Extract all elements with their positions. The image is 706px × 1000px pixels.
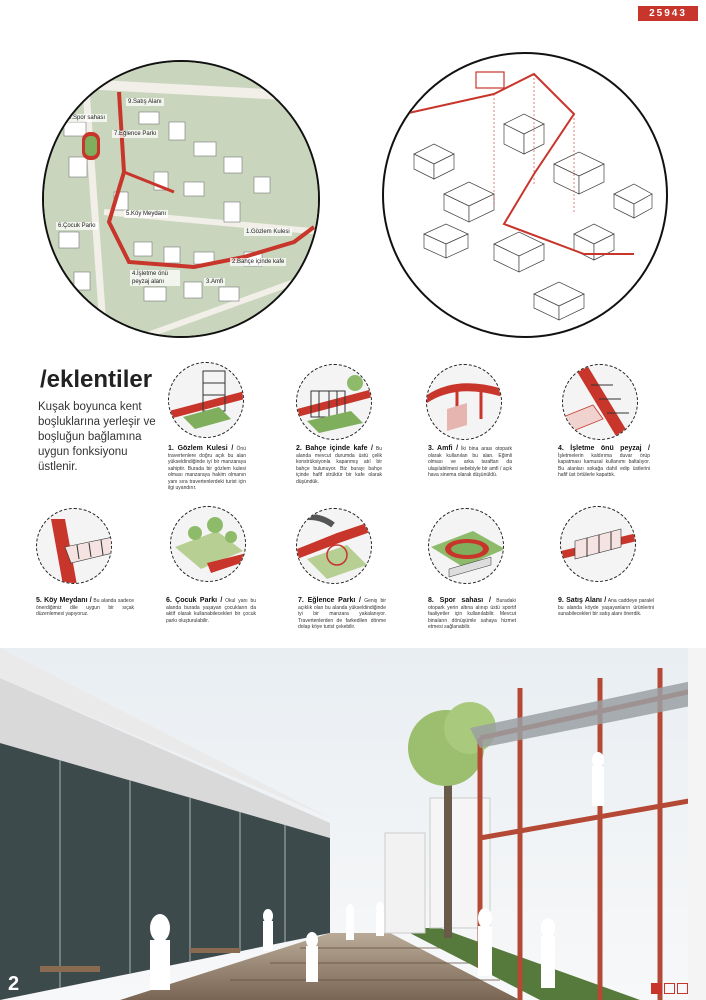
map-label-gozlem: 1.Gözlem Kulesi: [246, 229, 290, 235]
item-body: Ana caddeye paralel bu alanda köyde yaşayanların ürünlerini sunabilecekleri bir satış alanı önerdik.: [558, 598, 654, 617]
item-body: Önü travertenlere doğru açık bu alan yükseldindiğinde iyi bir manzaraya sahiptir. Burada bir gözlem kulesi olması manzaraya hakim olmanın yanı sıra travertenlerdeki turist için ilgi uyandırır.: [168, 446, 246, 491]
item-title: 7. Eğlence Parkı /: [298, 597, 361, 604]
axonometric-view: [382, 52, 668, 338]
site-map-drawing: [44, 62, 320, 338]
item-title: 2. Bahçe içinde kafe /: [296, 445, 373, 452]
section-intro: Kuşak boyunca kent boşluklarına yerleşir ve boşluğun bağlamına uygun fonksiyonu üstlenir.: [38, 401, 156, 473]
render-drawing: [0, 648, 706, 1000]
page-indicator: [651, 983, 688, 994]
section-heading: /eklentiler: [40, 366, 153, 393]
map-label-isletme: 4.İşletme önü peyzaj alanı: [130, 270, 180, 286]
item-body: İşletmelerin kaldırıma duvar örüp kapatması kamusal kullanımı baltalıyor. Bu alanları sokağa dahil edip üstlerini hafif üst örtülerle kapattık.: [558, 452, 650, 478]
thumb-satis-alani: [560, 506, 636, 582]
item-title: 4. İşletme önü peyzaj /: [558, 445, 650, 452]
map-label-spor: 8.Spor sahası: [68, 115, 106, 121]
item-body: İki bina arası otopark olarak kullanılan bu alan. Eğimli olması ve arka taraftan da ulaşılabilmesi sebebiyle bir amfi / açık hava sinema olarak düşünüldü.: [428, 446, 513, 478]
item-body: Bu alanda sadece önerdiğimiz dile uygun bir sıçak düzenlemesi yapıyoruz.: [36, 598, 134, 617]
item-koy-meydani: [36, 598, 134, 618]
map-label-koy: 5.Köy Meydanı: [126, 211, 167, 217]
map-label-bahce: 2.Bahçe içinde kafe: [232, 259, 285, 265]
map-label-amfi: 3.Amfi: [206, 279, 224, 285]
thumb-cocuk-parki: [170, 506, 246, 582]
koy-meydani-drawing: [37, 509, 112, 584]
project-code: 25943: [638, 6, 698, 21]
map-label-eglence: 7.Eğlence Parkı: [114, 131, 157, 137]
thumb-gozlem-kulesi: [168, 362, 244, 438]
map-label-cocuk: 6.Çocuk Parkı: [58, 223, 96, 229]
bahce-kafe-drawing: [297, 365, 372, 440]
spor-sahasi-drawing: [429, 509, 504, 584]
item-body: Okul yanı bu alanda burada yaşayan çocukların da aktif olarak kullanabilecekleri bir çocuk parkı oluşturulabilir.: [166, 598, 257, 624]
page-indicator-dot: [664, 983, 675, 994]
item-title: 9. Satış Alanı /: [558, 597, 607, 604]
map-label-satis: 9.Satış Alanı: [128, 99, 162, 105]
item-title: 5. Köy Meydanı /: [36, 597, 92, 604]
item-body: Geniş bir açıklık olan bu alanda yükseldindiğinde iyi bir manzara yakalanıyor. Travertenlerden de farkedilen dönme dolap köye turist çekebilir.: [298, 598, 387, 630]
item-spor-sahasi: [428, 598, 516, 631]
item-isletme-peyzaj: [558, 446, 650, 479]
amfi-drawing: [427, 365, 502, 440]
item-body: Bu alanda mevcut durumda üstü çelik konstrüksiyonla kapanmış atıl bir bahçe bulunuyor. Biz burayı bahçe içinde hafif strüktür bir kafe olarak düşündük.: [296, 446, 383, 485]
thumb-isletme-peyzaj: [562, 364, 638, 440]
cocuk-parki-drawing: [171, 507, 246, 582]
thumb-spor-sahasi: [428, 508, 504, 584]
gozlem-kulesi-drawing: [169, 363, 244, 438]
page-number: 2: [8, 973, 20, 995]
thumb-bahce-kafe: [296, 364, 372, 440]
site-map: [42, 60, 320, 338]
item-amfi: [428, 446, 512, 479]
eglence-parki-drawing: [297, 509, 372, 584]
item-gozlem-kulesi: [168, 446, 246, 492]
thumb-koy-meydani: [36, 508, 112, 584]
item-title: 6. Çocuk Parkı /: [166, 597, 223, 604]
item-cocuk-parki: [166, 598, 256, 624]
item-eglence-parki: [298, 598, 386, 631]
item-title: 8. Spor sahası /: [428, 597, 491, 604]
item-body: Buradaki otopark yerin altına alınıp üstü sportif faaliyetler için kullanılabilir. Mevcut binaların dönüşümle sahaya hizmet etmesi sağlanabilir.: [428, 598, 517, 630]
page-indicator-dot: [651, 983, 662, 994]
thumb-amfi: [426, 364, 502, 440]
item-title: 1. Gözlem Kulesi /: [168, 445, 234, 452]
satis-alani-drawing: [561, 507, 636, 582]
axonometric-drawing: [384, 54, 668, 338]
item-title: 3. Amfi /: [428, 445, 459, 452]
item-satis-alani: [558, 598, 654, 618]
thumb-eglence-parki: [296, 508, 372, 584]
perspective-render: [0, 648, 706, 1000]
isletme-peyzaj-drawing: [563, 365, 638, 440]
item-bahce-kafe: [296, 446, 382, 485]
page-indicator-dot: [677, 983, 688, 994]
